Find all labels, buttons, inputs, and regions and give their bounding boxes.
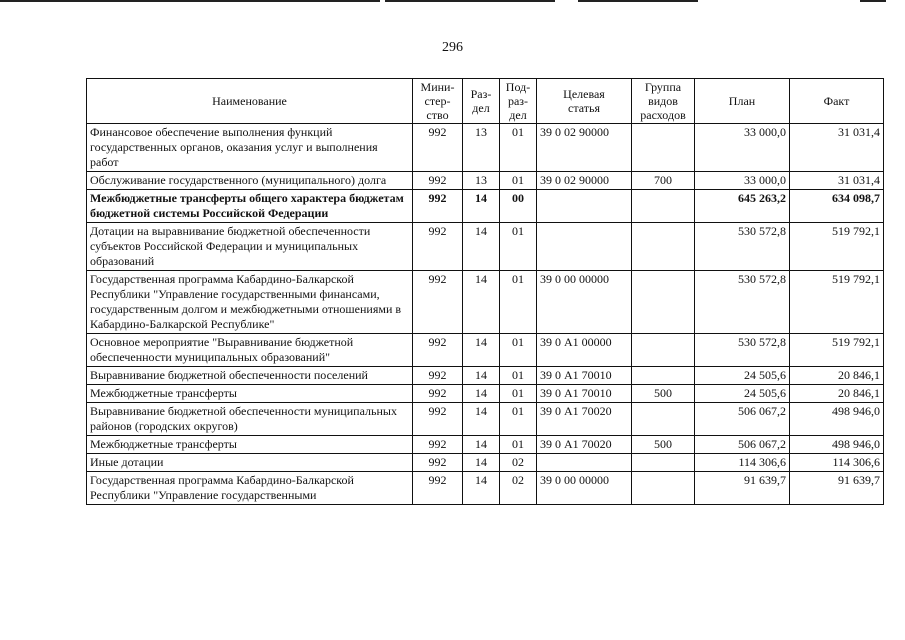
cell-ministry: 992 (413, 367, 463, 385)
header-plan: План (695, 79, 790, 124)
cell-expense-group (632, 367, 695, 385)
cell-section: 14 (463, 472, 500, 505)
cell-expense-group (632, 190, 695, 223)
cell-ministry: 992 (413, 436, 463, 454)
cell-section: 14 (463, 367, 500, 385)
cell-target: 39 0 А1 70020 (537, 436, 632, 454)
header-expense-group: Группа видов расходов (632, 79, 695, 124)
cell-plan: 645 263,2 (695, 190, 790, 223)
cell-target (537, 223, 632, 271)
table-row (87, 436, 884, 454)
table-row (87, 367, 884, 385)
table-row (87, 334, 884, 367)
cell-ministry: 992 (413, 454, 463, 472)
cell-section: 14 (463, 454, 500, 472)
cell-expense-group (632, 223, 695, 271)
cell-ministry: 992 (413, 403, 463, 436)
cell-target: 39 0 02 90000 (537, 124, 632, 172)
cell-plan: 24 505,6 (695, 385, 790, 403)
table-row (87, 454, 884, 472)
cell-expense-group (632, 472, 695, 505)
table-row (87, 271, 884, 334)
cell-plan: 114 306,6 (695, 454, 790, 472)
header-subsection: Под- раз- дел (500, 79, 537, 124)
cell-target: 39 0 00 00000 (537, 472, 632, 505)
cell-subsection: 00 (500, 190, 537, 223)
cell-subsection: 02 (500, 454, 537, 472)
cell-section: 14 (463, 271, 500, 334)
cell-fact: 634 098,7 (790, 190, 884, 223)
cell-section: 14 (463, 403, 500, 436)
cell-subsection: 01 (500, 271, 537, 334)
header-name: Наименование (87, 79, 413, 124)
cell-subsection: 02 (500, 472, 537, 505)
cell-name: Государственная программа Кабардино-Балкарской Республики "Управление государственными (87, 472, 413, 505)
header-section: Раз- дел (463, 79, 500, 124)
cell-plan: 530 572,8 (695, 334, 790, 367)
cell-fact: 20 846,1 (790, 385, 884, 403)
cell-ministry: 992 (413, 223, 463, 271)
cell-name: Межбюджетные трансферты (87, 436, 413, 454)
cell-fact: 519 792,1 (790, 223, 884, 271)
cell-fact: 519 792,1 (790, 271, 884, 334)
cell-ministry: 992 (413, 472, 463, 505)
table-row (87, 385, 884, 403)
cell-ministry: 992 (413, 172, 463, 190)
cell-fact: 31 031,4 (790, 172, 884, 190)
cell-expense-group: 700 (632, 172, 695, 190)
cell-fact: 519 792,1 (790, 334, 884, 367)
cell-subsection: 01 (500, 385, 537, 403)
cell-subsection: 01 (500, 367, 537, 385)
cell-plan: 33 000,0 (695, 124, 790, 172)
cell-expense-group (632, 454, 695, 472)
table-row (87, 190, 884, 223)
cell-name: Финансовое обеспечение выполнения функций государственных органов, оказания услуг и выполнения работ (87, 124, 413, 172)
cell-expense-group: 500 (632, 436, 695, 454)
cell-fact: 91 639,7 (790, 472, 884, 505)
cell-plan: 506 067,2 (695, 403, 790, 436)
cell-target (537, 454, 632, 472)
cell-name: Иные дотации (87, 454, 413, 472)
budget-table (86, 78, 884, 505)
cell-expense-group (632, 271, 695, 334)
cell-name: Межбюджетные трансферты общего характера бюджетам бюджетной системы Российской Федерации (87, 190, 413, 223)
cell-section: 14 (463, 190, 500, 223)
cell-target: 39 0 00 00000 (537, 271, 632, 334)
cell-ministry: 992 (413, 385, 463, 403)
cell-subsection: 01 (500, 124, 537, 172)
cell-plan: 33 000,0 (695, 172, 790, 190)
cell-subsection: 01 (500, 436, 537, 454)
cell-subsection: 01 (500, 223, 537, 271)
cell-target: 39 0 02 90000 (537, 172, 632, 190)
cell-name: Дотации на выравнивание бюджетной обеспеченности субъектов Российской Федерации и муниципальных образований (87, 223, 413, 271)
cell-subsection: 01 (500, 334, 537, 367)
header-fact: Факт (790, 79, 884, 124)
cell-section: 13 (463, 124, 500, 172)
table-row (87, 403, 884, 436)
cell-plan: 530 572,8 (695, 223, 790, 271)
cell-expense-group (632, 403, 695, 436)
cell-plan: 506 067,2 (695, 436, 790, 454)
top-rule (860, 0, 886, 2)
cell-subsection: 01 (500, 172, 537, 190)
header-ministry: Мини- стер- ство (413, 79, 463, 124)
cell-name: Основное мероприятие "Выравнивание бюджетной обеспеченности муниципальных образований" (87, 334, 413, 367)
table-row (87, 124, 884, 172)
cell-name: Выравнивание бюджетной обеспеченности муниципальных районов (городских округов) (87, 403, 413, 436)
cell-fact: 114 306,6 (790, 454, 884, 472)
cell-expense-group (632, 124, 695, 172)
table-row (87, 223, 884, 271)
cell-fact: 498 946,0 (790, 436, 884, 454)
cell-ministry: 992 (413, 334, 463, 367)
top-rule (385, 0, 555, 2)
cell-target: 39 0 А1 70020 (537, 403, 632, 436)
cell-ministry: 992 (413, 124, 463, 172)
cell-ministry: 992 (413, 190, 463, 223)
cell-section: 13 (463, 172, 500, 190)
table-row (87, 172, 884, 190)
top-rule (0, 0, 380, 2)
cell-subsection: 01 (500, 403, 537, 436)
cell-section: 14 (463, 385, 500, 403)
page-number: 296 (442, 40, 463, 55)
cell-section: 14 (463, 334, 500, 367)
header-target: Целевая статья (537, 79, 632, 124)
cell-expense-group (632, 334, 695, 367)
cell-expense-group: 500 (632, 385, 695, 403)
cell-target: 39 0 А1 00000 (537, 334, 632, 367)
cell-fact: 498 946,0 (790, 403, 884, 436)
top-rule (578, 0, 698, 2)
cell-name: Выравнивание бюджетной обеспеченности поселений (87, 367, 413, 385)
cell-name: Обслуживание государственного (муниципального) долга (87, 172, 413, 190)
cell-ministry: 992 (413, 271, 463, 334)
cell-target: 39 0 А1 70010 (537, 385, 632, 403)
cell-plan: 530 572,8 (695, 271, 790, 334)
cell-target (537, 190, 632, 223)
cell-section: 14 (463, 223, 500, 271)
cell-section: 14 (463, 436, 500, 454)
cell-name: Межбюджетные трансферты (87, 385, 413, 403)
cell-plan: 91 639,7 (695, 472, 790, 505)
cell-fact: 20 846,1 (790, 367, 884, 385)
cell-fact: 31 031,4 (790, 124, 884, 172)
table-row (87, 472, 884, 505)
header-row (87, 79, 884, 124)
cell-name: Государственная программа Кабардино-Балкарской Республики "Управление государственными финансами, государственным долгом и межбюджетными отношениями в Кабардино-Балкарской Республике" (87, 271, 413, 334)
cell-target: 39 0 А1 70010 (537, 367, 632, 385)
cell-plan: 24 505,6 (695, 367, 790, 385)
table-body (87, 124, 884, 505)
